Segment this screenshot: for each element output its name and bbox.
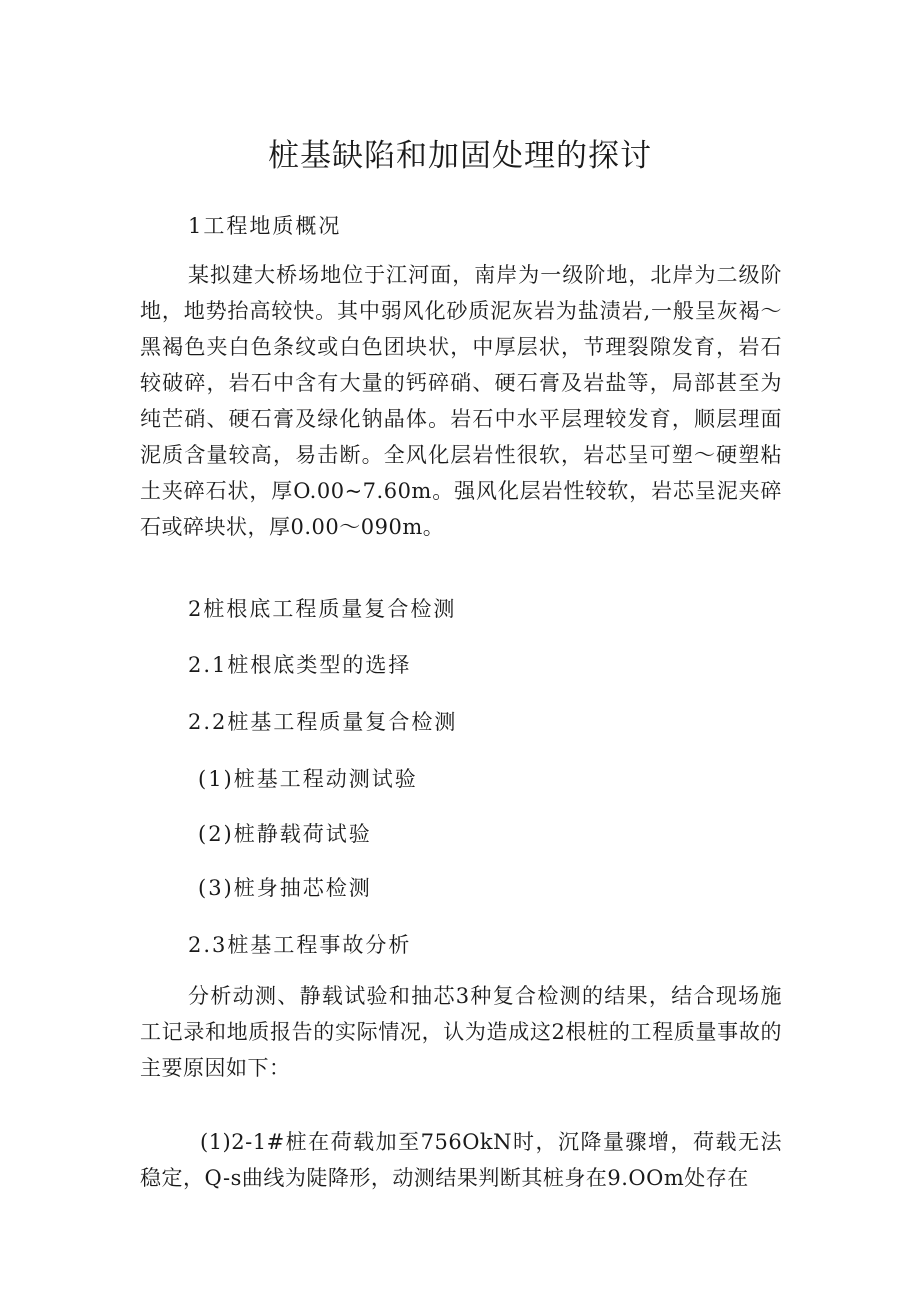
section-2-heading: 2桩根底工程质量复合检测 bbox=[188, 597, 457, 621]
section-2-2-heading: 2.2桩基工程质量复合检测 bbox=[188, 710, 458, 734]
section-1-heading: 1工程地质概况 bbox=[188, 214, 342, 238]
list-item-1: (1)桩基工程动测试验 bbox=[198, 767, 418, 791]
list-item-2: (2)桩静载荷试验 bbox=[198, 822, 372, 846]
analysis-paragraph: 分析动测、静载试验和抽芯3种复合检测的结果，结合现场施工记录和地质报告的实际情况，认为造成这2根桩的工程质量事故的主要原因如下： bbox=[140, 984, 782, 1080]
section-1-paragraph: 某拟建大桥场地位于江河面，南岸为一级阶地，北岸为二级阶地，地势抬高较快。其中弱风化砂质泥灰岩为盐渍岩,一般呈灰褐～黑褐色夹白色条纹或白色团块状，中厚层状，节理裂隙发育，岩石较破碎，岩石中含有大量的钙碎硝、硬石膏及岩盐等，局部甚至为纯芒硝、硬石膏及绿化钠晶体。岩石中水平层理较发育，顺层理面泥质含量较高，易击断。全风化层岩性很软，岩芯呈可塑～硬塑粘土夹碎石状，厚O.00~7.60m。强风化层岩性较软，岩芯呈泥夹碎石或碎块状，厚0.00～090m。 bbox=[140, 263, 782, 539]
section-2-1-heading: 2.1桩根底类型的选择 bbox=[188, 653, 412, 677]
cause-1-paragraph: (1)2-1#桩在荷载加至756OkN时，沉降量骤增，荷载无法稳定，Q-s曲线为陡降形，动测结果判断其桩身在9.OOm处存在 bbox=[140, 1130, 782, 1190]
document-title: 桩基缺陷和加固处理的探讨 bbox=[268, 138, 652, 174]
section-2-3-heading: 2.3桩基工程事故分析 bbox=[188, 933, 412, 957]
list-item-3: (3)桩身抽芯检测 bbox=[198, 876, 372, 900]
